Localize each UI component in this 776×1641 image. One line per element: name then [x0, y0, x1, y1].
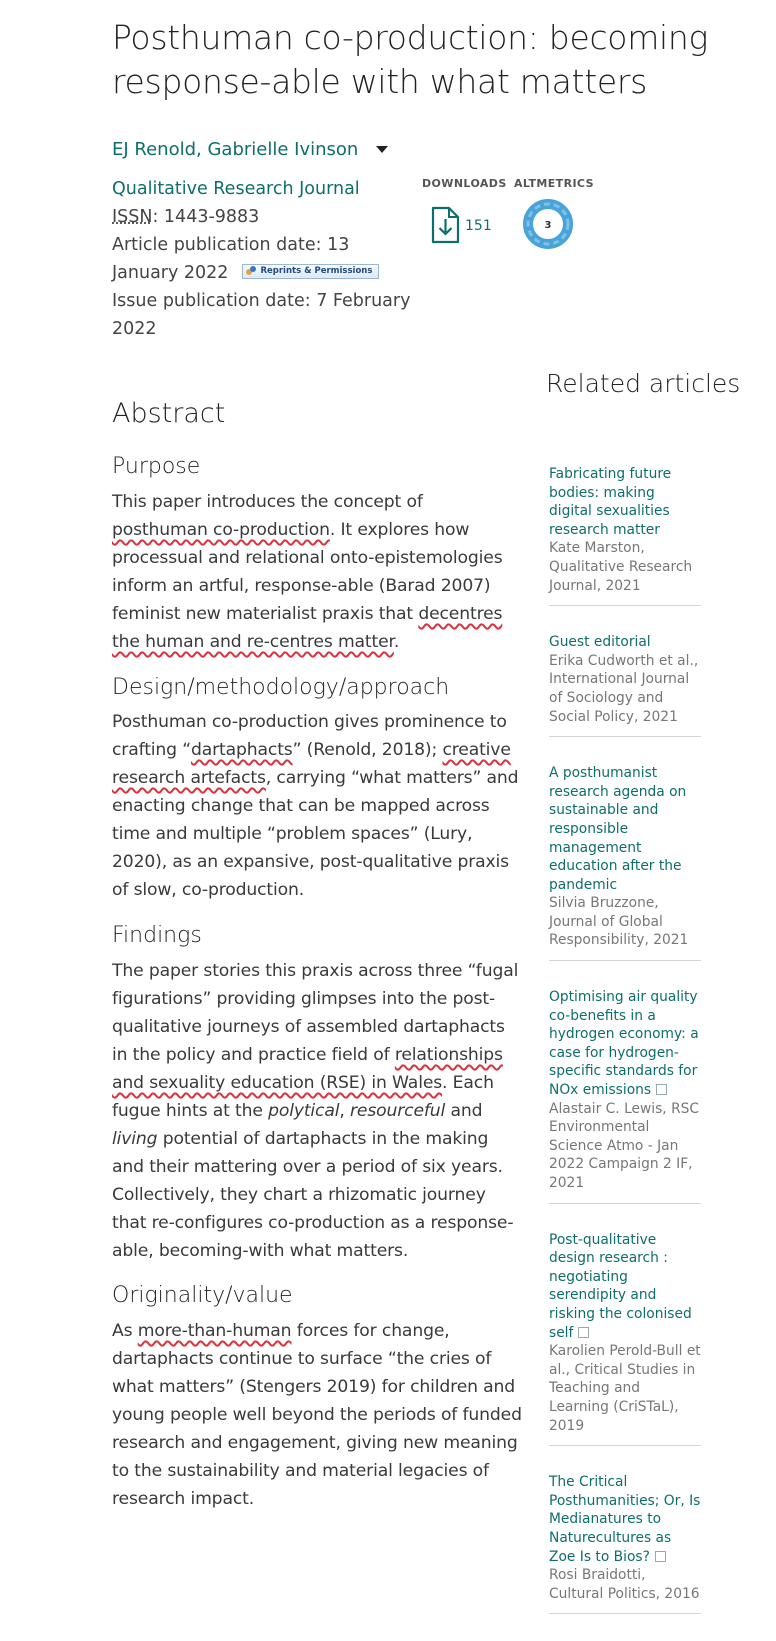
related-article-meta: Rosi Braidotti, Cultural Politics, 2016 — [549, 1567, 700, 1602]
related-article — [549, 633, 701, 737]
related-article-link[interactable]: A posthumanist research agenda on sustainable and responsible management education after the pandemic — [549, 765, 687, 893]
purpose-text: This paper introduces the concept of posthuman co-production. It explores how processual and relational onto-epistemologies inform an artful, response-able (Barad 2007) feminist new materialist praxis that decentres the human and re-centres matter. — [112, 492, 503, 652]
design-heading: Design/methodology/approach — [112, 675, 450, 700]
reprints-icon — [246, 266, 256, 276]
related-article-meta: Alastair C. Lewis, RSC Environmental Science Atmo - Jan 2022 Campaign 2 IF, 2021 — [549, 1100, 700, 1191]
originality-heading: Originality/value — [112, 1283, 293, 1308]
purpose-heading: Purpose — [112, 454, 201, 479]
issn-value: : 1443-9883 — [152, 207, 260, 227]
issn-label: ISSN — [112, 207, 153, 227]
altmetric-donut-icon[interactable] — [522, 198, 574, 250]
abstract-heading: Abstract — [112, 398, 226, 429]
design-text: Posthuman co-production gives prominence to crafting “dartaphacts” (Renold, 2018); creative research artefacts, carrying “what matters” and enacting change that can be mapped across time and multiple “problem spaces” (Lury, 2020), as an expansive, post-qualitative praxis of slow, co-production. — [112, 712, 519, 900]
related-article — [549, 988, 701, 1204]
related-article — [549, 1473, 701, 1614]
findings-heading: Findings — [112, 923, 202, 948]
findings-text: The paper stories this praxis across three “fugal figurations” providing glimpses into the post-qualitative journeys of assembled dartaphacts in the policy and practice field of relationships and sexuality education (RSE) in Wales. Each fugue hints at the polytical, resourceful and living potential of dartaphacts in the making and their mattering over a period of six years. Collectively, they chart a rhizomatic journey that re-configures co-production as a response-able, becoming-with what matters. — [112, 961, 519, 1261]
related-article-link[interactable]: Guest editorial — [549, 634, 651, 651]
related-article — [549, 465, 701, 606]
related-article-meta: Kate Marston, Qualitative Research Journal, 2021 — [549, 540, 693, 594]
authors-link[interactable]: EJ Renold, Gabrielle Ivinson — [112, 139, 359, 160]
related-article-link[interactable]: Post-qualitative design research : negotiating serendipity and risking the colonised self — [549, 1231, 692, 1341]
article-title: Posthuman co-production: becoming response-able with what matters — [112, 18, 709, 101]
external-link-icon — [578, 1327, 589, 1338]
related-article-meta: Silvia Bruzzone, Journal of Global Responsibility, 2021 — [549, 895, 689, 949]
highlight: more-than-human — [137, 1321, 292, 1341]
issue-publication-date: Issue publication date: 7 February 2022 — [112, 291, 411, 339]
article-publication-date: Article publication date: 13 January 2022 — [112, 235, 350, 283]
related-articles-list — [549, 465, 701, 1641]
downloads-label: DOWNLOADS — [422, 177, 507, 190]
highlight: relationships and sexuality education (RSE) in Wales — [112, 1045, 503, 1093]
reprints-label: Reprints & Permissions — [260, 265, 373, 276]
highlight: dartaphacts — [190, 740, 293, 760]
authors-row[interactable] — [112, 139, 388, 160]
highlight: creative research artefacts — [112, 740, 511, 788]
downloads-count: 151 — [465, 218, 492, 234]
originality-text: As more-than-human forces for change, dartaphacts continue to surface “the cries of what matters” (Stengers 2019) for children and young people well beyond the periods of funded research and engagement, giving new meaning to the sustainability and material legacies of research impact. — [112, 1321, 522, 1509]
related-article-meta: Erika Cudworth et al., International Journal of Sociology and Social Policy, 2021 — [549, 652, 699, 725]
related-articles-heading: Related articles — [546, 369, 741, 398]
chevron-down-icon[interactable] — [376, 146, 388, 153]
related-article-link[interactable]: The Critical Posthumanities; Or, Is Medianatures to Naturecultures as Zoe Is to Bios? — [549, 1474, 701, 1565]
related-article — [549, 764, 701, 961]
related-article-link[interactable]: Fabricating future bodies: making digital sexualities research matter — [549, 466, 672, 538]
altmetrics-label: ALTMETRICS — [514, 177, 594, 190]
article-meta — [112, 175, 412, 343]
related-article — [549, 1231, 701, 1447]
download-icon[interactable] — [430, 206, 460, 244]
related-article-meta: Karolien Perold-Bull et al., Critical Studies in Teaching and Learning (CriSTaL), 2019 — [549, 1343, 701, 1434]
highlight: decentres the human and re-centres matter — [112, 604, 503, 652]
altmetrics-score: 3 — [544, 220, 552, 231]
reprints-permissions-button[interactable] — [242, 264, 379, 279]
external-link-icon — [656, 1084, 667, 1095]
external-link-icon — [655, 1551, 666, 1562]
journal-link[interactable]: Qualitative Research Journal — [112, 179, 360, 199]
highlight: posthuman co-production — [112, 520, 330, 540]
related-article-link[interactable]: Optimising air quality co-benefits in a hydrogen economy: a case for hydrogen-specific standards for NOx emissions — [549, 989, 699, 1099]
